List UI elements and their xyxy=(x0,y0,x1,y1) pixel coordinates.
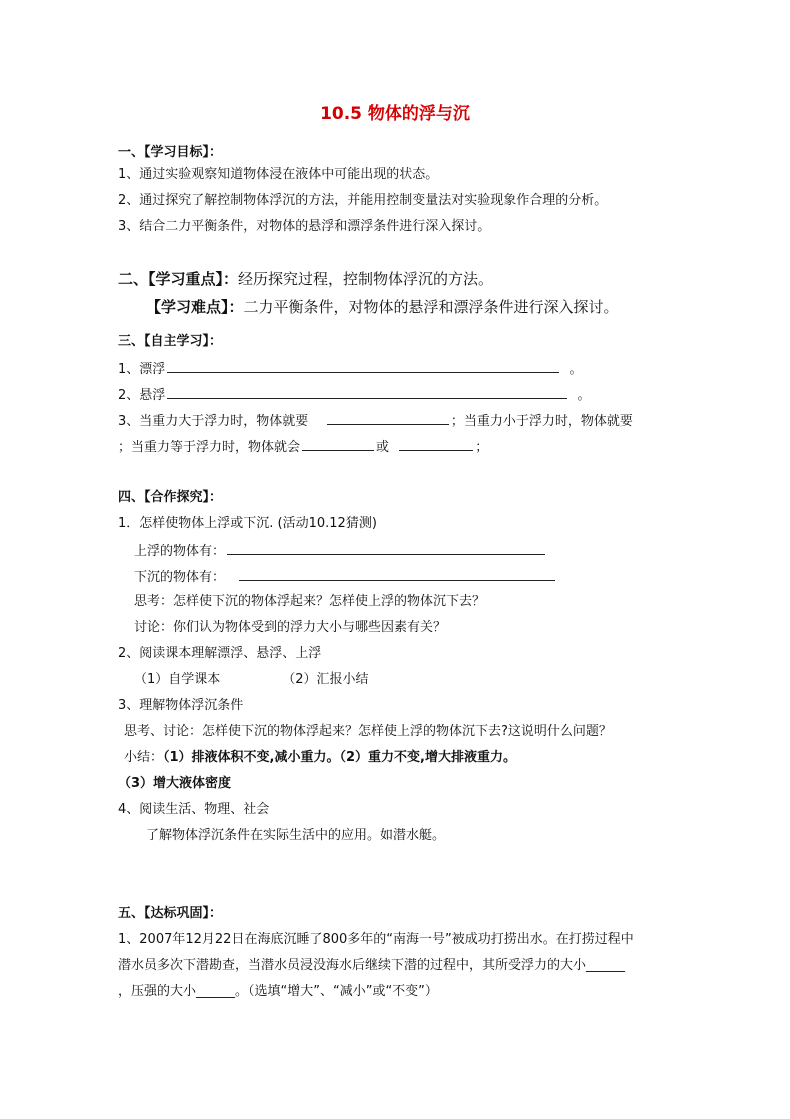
section5-heading: 五、【达标巩固】： xyxy=(118,906,223,921)
exercise-1-line3: ，压强的大小______。（选填“增大”、“减小”或“不变”） xyxy=(118,984,438,999)
think-question: 思考：怎样使下沉的物体浮起来？怎样使上浮的物体沉下去？ xyxy=(134,594,486,609)
activity-3: 3、理解物体浮沉条件 xyxy=(118,698,244,713)
key-point-text: 经历探究过程，控制物体浮沉的方法。 xyxy=(238,270,494,288)
q1-label: 1、漂浮 xyxy=(118,362,166,377)
summary-label: 小结： xyxy=(124,750,164,765)
activity-1: 1．怎样使物体上浮或下沉. (活动10.12猜测) xyxy=(118,516,377,531)
sinking-objects-label: 下沉的物体有： xyxy=(134,570,226,585)
exercise-1-line1: 1、2007年12月22日在海底沉睡了800多年的“南海一号”被成功打捞出水。在打捞过程中 xyxy=(118,932,634,947)
difficulty-text: 二力平衡条件，对物体的悬浮和漂浮条件进行深入探讨。 xyxy=(243,298,619,316)
floating-objects-line xyxy=(134,541,547,561)
key-point-line xyxy=(118,270,493,288)
discuss-question: 讨论：你们认为物体受到的浮力大小与哪些因素有关？ xyxy=(134,620,447,635)
exercise-1-line2: 潜水员多次下潜勘查，当潜水员浸没海水后继续下潜的过程中，其所受浮力的大小______ xyxy=(118,958,626,973)
q1-end: 。 xyxy=(569,362,583,377)
self-study-q3-cont xyxy=(118,437,488,457)
q3-part-c: ；当重力等于浮力时，物体就会 xyxy=(118,440,301,455)
self-study-q1 xyxy=(118,359,583,379)
q3-blank-2[interactable] xyxy=(302,437,374,451)
summary-line-2: （3）增大液体密度 xyxy=(118,776,232,791)
q3-blank-1[interactable] xyxy=(327,411,449,425)
q2-blank[interactable] xyxy=(167,385,567,399)
summary-text: （1）排液体积不变,减小重力。（2）重力不变,增大排液重力。 xyxy=(163,750,516,765)
q2-label: 2、悬浮 xyxy=(118,388,166,403)
activity-2-steps xyxy=(134,671,369,689)
section4-heading: 四、【合作探究】： xyxy=(118,490,223,505)
objective-3: 3、结合二力平衡条件，对物体的悬浮和漂浮条件进行深入探讨。 xyxy=(118,219,491,234)
floating-objects-blank[interactable] xyxy=(227,541,545,555)
q3-or: 或 xyxy=(376,440,390,455)
q2-end: 。 xyxy=(577,388,591,403)
difficulty-label: 【学习难点】： xyxy=(146,298,244,316)
q3-blank-3[interactable] xyxy=(399,437,473,451)
objective-2: 2、通过探究了解控制物体浮沉的方法，并能用控制变量法对实验现象作合理的分析。 xyxy=(118,193,608,208)
self-study-q2 xyxy=(118,385,591,405)
summary-line xyxy=(124,749,516,767)
step-report: （2）汇报小结 xyxy=(282,672,369,687)
activity-4-detail: 了解物体浮沉条件在实际生活中的应用。如潜水艇。 xyxy=(146,828,446,843)
q3-part-b: ；当重力小于浮力时，物体就要 xyxy=(450,414,633,429)
section3-heading: 三、【自主学习】： xyxy=(118,334,223,349)
think-discuss: 思考、讨论：怎样使下沉的物体浮起来？怎样使上浮的物体沉下去?这说明什么问题？ xyxy=(124,724,612,739)
sinking-objects-line xyxy=(134,567,557,587)
sinking-objects-blank[interactable] xyxy=(239,567,555,581)
section1-heading: 一、【学习目标】： xyxy=(118,145,223,160)
self-study-q3 xyxy=(118,411,633,431)
step-self-study: （1）自学课本 xyxy=(134,672,221,687)
page-title: 10.5 物体的浮与沉 xyxy=(320,104,470,124)
q3-end: ； xyxy=(475,440,489,455)
q3-part-a: 3、当重力大于浮力时，物体就要 xyxy=(118,414,309,429)
key-point-label: 二、【学习重点】： xyxy=(118,270,239,288)
q1-blank[interactable] xyxy=(167,359,559,373)
objective-1: 1、通过实验观察知道物体浸在液体中可能出现的状态。 xyxy=(118,167,439,182)
floating-objects-label: 上浮的物体有： xyxy=(134,544,226,559)
difficulty-line xyxy=(146,298,619,316)
activity-4: 4、阅读生活、物理、社会 xyxy=(118,802,270,817)
activity-2: 2、阅读课本理解漂浮、悬浮、上浮 xyxy=(118,646,322,661)
